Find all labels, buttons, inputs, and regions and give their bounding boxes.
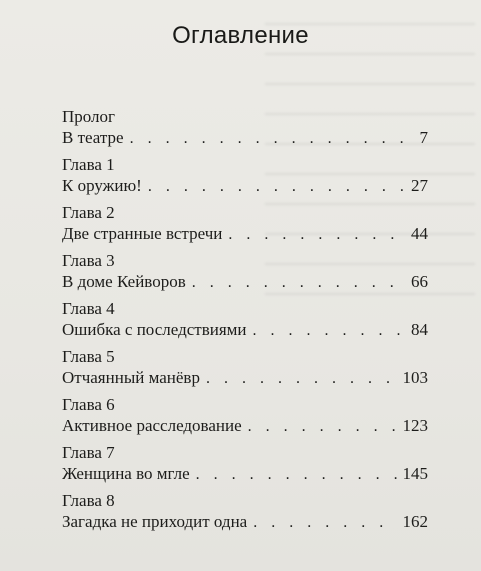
toc-chapter-label: Глава 7 [62, 443, 115, 462]
dot-leader [206, 368, 397, 390]
toc-page-number: 27 [411, 176, 428, 195]
toc-entry [62, 298, 428, 346]
toc-chapter-label: Глава 2 [62, 203, 115, 222]
dot-leader [248, 416, 397, 438]
dot-leader [148, 176, 405, 198]
toc-line [62, 175, 428, 197]
toc-entry [62, 202, 428, 250]
toc-title: Женщина во мгле [62, 464, 190, 483]
toc-title: Отчаянный манёвр [62, 368, 200, 387]
toc-line [62, 415, 428, 437]
toc-chapter-label: Глава 4 [62, 299, 115, 318]
toc-entry [62, 250, 428, 298]
dot-leader [253, 320, 405, 342]
dot-leader [192, 272, 405, 294]
toc-chapter-label: Пролог [62, 107, 116, 126]
toc-entry [62, 154, 428, 202]
toc-line [62, 127, 428, 149]
toc-title: Загадка не приходит одна [62, 512, 248, 531]
toc-page-number: 7 [419, 128, 428, 147]
dot-leader [196, 464, 397, 486]
toc-entry [62, 346, 428, 394]
toc-entry [62, 442, 428, 490]
page-title: Оглавление [172, 22, 309, 49]
toc-chapter-label: Глава 3 [62, 251, 115, 270]
table-of-contents [62, 106, 428, 538]
toc-page-number: 84 [411, 320, 428, 339]
toc-title: В доме Кейворов [62, 272, 186, 291]
toc-title: Ошибка с последствиями [62, 320, 247, 339]
toc-line [62, 463, 428, 485]
toc-chapter-label: Глава 6 [62, 395, 115, 414]
toc-entry [62, 490, 428, 538]
toc-title: Две странные встречи [62, 224, 223, 243]
dot-leader [130, 128, 414, 150]
toc-line [62, 367, 428, 389]
toc-page-number: 162 [402, 512, 428, 531]
toc-chapter-label: Глава 5 [62, 347, 115, 366]
toc-page-number: 145 [402, 464, 428, 483]
toc-title: В театре [62, 128, 124, 147]
dot-leader [228, 224, 405, 246]
toc-page-number: 123 [402, 416, 428, 435]
toc-page-number: 103 [402, 368, 428, 387]
toc-line [62, 511, 428, 533]
toc-title: К оружию! [62, 176, 142, 195]
toc-entry [62, 394, 428, 442]
toc-page-number: 66 [411, 272, 428, 291]
toc-line [62, 319, 428, 341]
toc-chapter-label: Глава 8 [62, 491, 115, 510]
toc-chapter-label: Глава 1 [62, 155, 115, 174]
toc-entry [62, 106, 428, 154]
dot-leader [253, 512, 396, 534]
toc-line [62, 223, 428, 245]
toc-line [62, 271, 428, 293]
toc-page-number: 44 [411, 224, 428, 243]
toc-title: Активное расследование [62, 416, 242, 435]
